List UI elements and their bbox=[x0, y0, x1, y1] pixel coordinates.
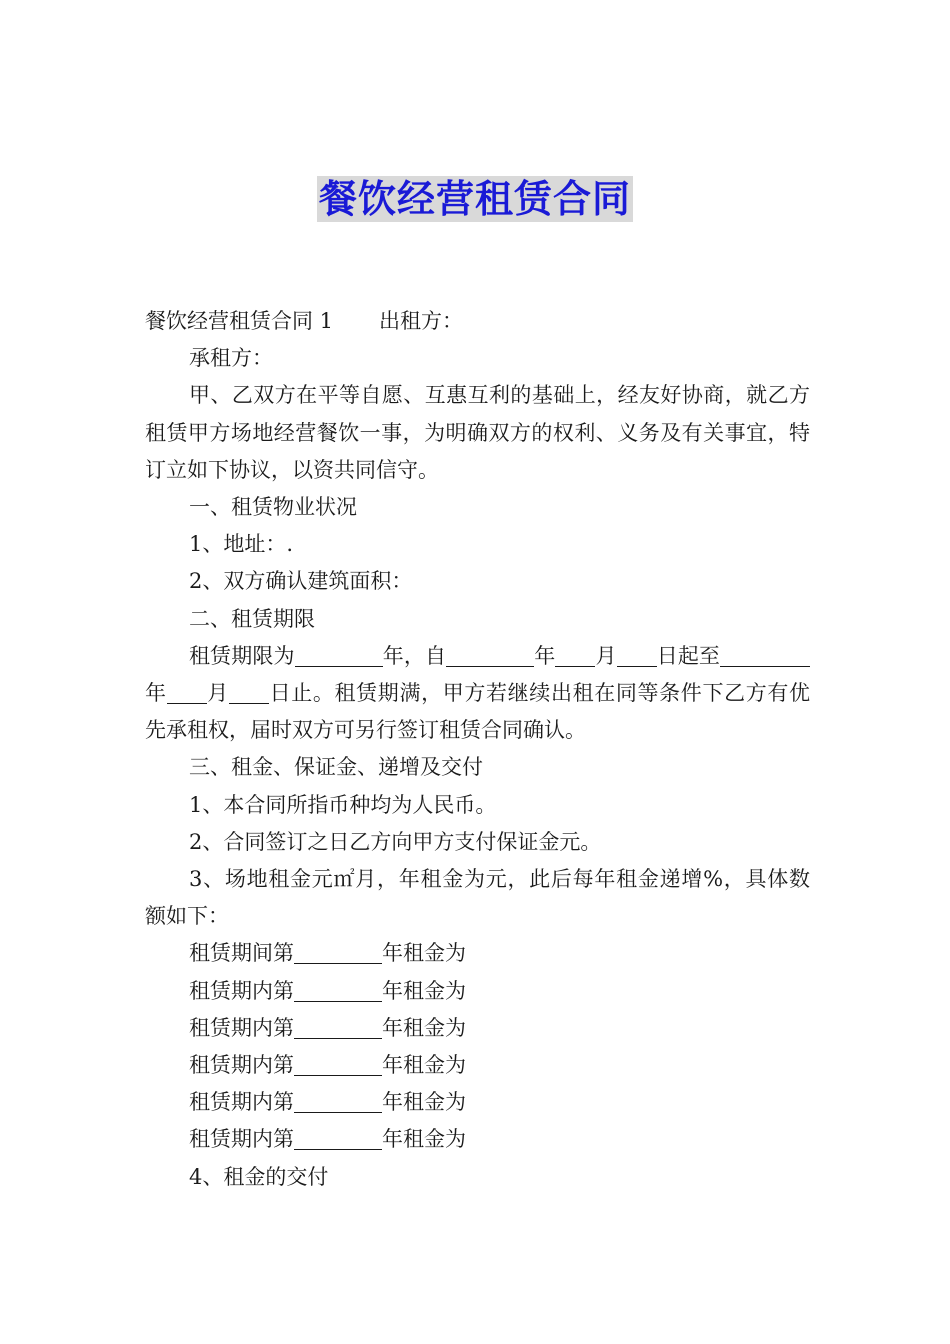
rent-row: 租赁期间第 年租金为 bbox=[189, 941, 466, 966]
blank-line bbox=[617, 645, 657, 667]
rent-row: 租赁期内第 年租金为 bbox=[189, 978, 466, 1003]
blank-line bbox=[294, 980, 382, 1002]
blank-line bbox=[720, 645, 778, 667]
section-heading-term: 二、租赁期限 bbox=[189, 606, 315, 631]
blank-line bbox=[167, 682, 207, 704]
section-heading-property: 一、租赁物业状况 bbox=[189, 495, 357, 520]
section-heading-rent: 三、租金、保证金、递增及交付 bbox=[189, 755, 483, 780]
currency-clause: 1、本合同所指币种均为人民币。 bbox=[189, 792, 497, 817]
document-title: 餐饮经营租赁合同 bbox=[318, 177, 631, 221]
lessor-label: 出租方： bbox=[379, 309, 464, 333]
rent-row: 租赁期内第 年租金为 bbox=[189, 1053, 466, 1078]
preamble-paragraph: 甲、乙双方在平等自愿、互惠互利的基础上，经友好协商，就乙方租赁甲方场地经营餐饮一事，为明确双方的权利、义务及有关事宜，特订立如下协议，以资共同信守。 bbox=[145, 383, 810, 482]
blank-line bbox=[295, 645, 383, 667]
lessee-label: 承租方： bbox=[189, 346, 273, 371]
contract-name: 餐饮经营租赁合同 1 bbox=[145, 309, 334, 333]
blank-line bbox=[229, 682, 269, 704]
deposit-clause: 2、合同签订之日乙方向甲方支付保证金元。 bbox=[189, 829, 602, 854]
header-line bbox=[145, 303, 810, 340]
rent-row: 租赁期内第 年租金为 bbox=[189, 1015, 466, 1040]
document-body bbox=[145, 303, 810, 1196]
blank-line bbox=[446, 645, 534, 667]
blank-line bbox=[778, 645, 810, 667]
rent-row: 租赁期内第 年租金为 bbox=[189, 1090, 466, 1115]
rent-payment-clause: 4、租金的交付 bbox=[189, 1164, 329, 1189]
property-address: 1、地址：. bbox=[189, 532, 294, 557]
blank-line bbox=[555, 645, 595, 667]
blank-line bbox=[294, 1091, 382, 1113]
blank-line bbox=[294, 1128, 382, 1150]
blank-line bbox=[294, 1017, 382, 1039]
rent-clause: 3、场地租金元㎡月，年租金为元，此后每年租金递增%，具体数额如下： bbox=[145, 867, 810, 929]
title-container bbox=[0, 176, 950, 222]
property-area: 2、双方确认建筑面积： bbox=[189, 569, 413, 594]
rent-row: 租赁期内第 年租金为 bbox=[189, 1127, 466, 1152]
blank-line bbox=[294, 942, 382, 964]
blank-line bbox=[294, 1054, 382, 1076]
term-paragraph: 租赁期限为 年，自 年 月 日起至年 月 日止。租赁期满，甲方若继续出租在同等条件下乙方有优先承租权，届时双方可另行签订租赁合同确认。 bbox=[145, 643, 811, 743]
